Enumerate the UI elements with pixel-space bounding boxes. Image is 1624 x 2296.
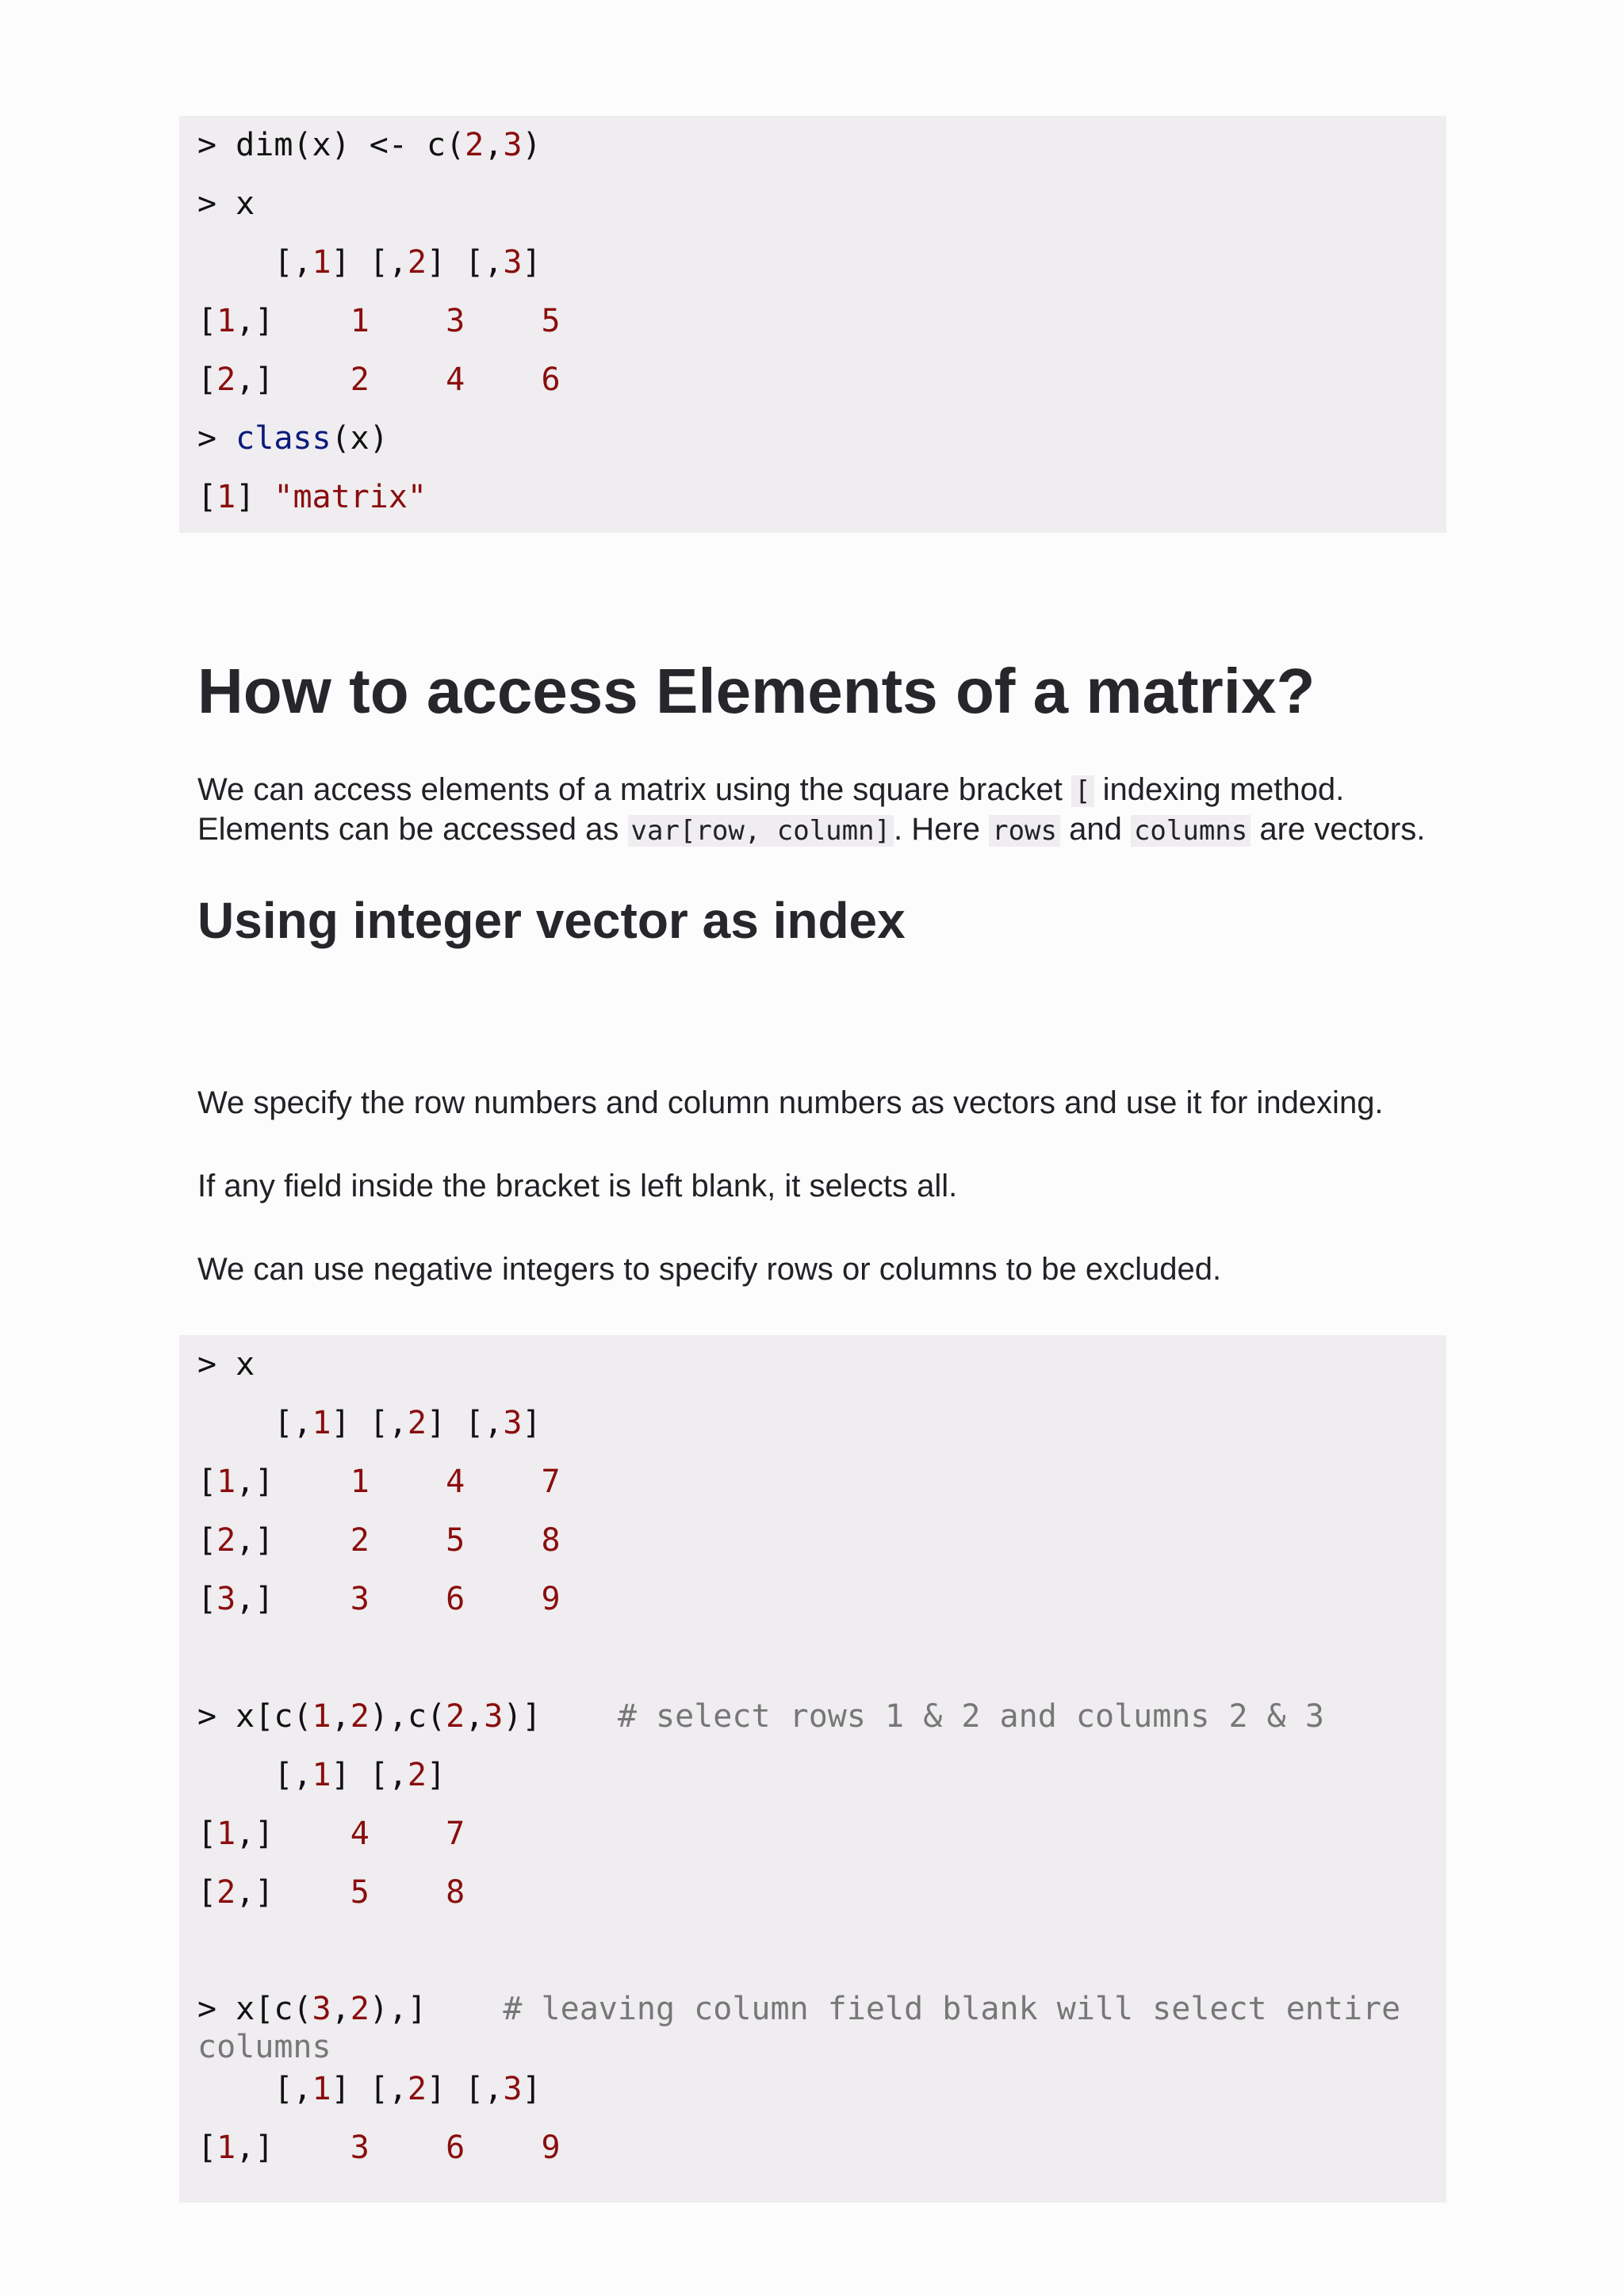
- code-token: [370, 1874, 446, 1911]
- code-number: 1: [312, 1757, 331, 1793]
- paragraph-specify-rows: We specify the row numbers and column numbers as vectors and use it for indexing.: [197, 1085, 1384, 1120]
- code-number: 8: [541, 1522, 561, 1559]
- code-number: 3: [350, 1581, 370, 1617]
- code-number: 3: [312, 1991, 331, 2027]
- code-line: [197, 116, 1446, 174]
- inline-code-rows: rows: [989, 815, 1060, 847]
- code-token: ,]: [236, 303, 350, 339]
- code-number: 1: [216, 479, 236, 515]
- code-number: 5: [446, 1522, 465, 1559]
- code-token: ]: [236, 479, 274, 515]
- code-number: 1: [312, 1405, 331, 1441]
- intro-text: indexing method.: [1094, 772, 1345, 807]
- code-token: > x[c(: [197, 1991, 312, 2027]
- code-number: 2: [407, 1757, 427, 1793]
- intro-text: . Here: [894, 812, 990, 847]
- code-token: > x[c(: [197, 1698, 312, 1735]
- code-line: [197, 1452, 1446, 1511]
- code-token: [370, 303, 446, 339]
- code-number: 2: [216, 1522, 236, 1559]
- intro-paragraph: [197, 771, 1425, 850]
- code-number: 3: [503, 2071, 523, 2107]
- code-line: [197, 1335, 1446, 1394]
- code-number: 7: [541, 1464, 561, 1500]
- intro-text: Elements can be accessed as: [197, 812, 628, 847]
- code-line: [197, 1980, 1446, 2065]
- code-token: [: [197, 362, 217, 398]
- code-number: 1: [216, 2130, 236, 2166]
- code-number: 2: [407, 1405, 427, 1441]
- code-token: ,]: [236, 1874, 350, 1911]
- code-token: ] [,: [427, 2071, 504, 2107]
- code-token: [: [197, 1874, 217, 1911]
- code-number: 9: [541, 1581, 561, 1617]
- code-token: [: [197, 1522, 217, 1559]
- code-number: 2: [350, 1698, 370, 1735]
- code-comment: # select rows 1 & 2 and columns 2 & 3: [617, 1698, 1324, 1735]
- intro-text: are vectors.: [1251, 812, 1426, 847]
- code-number: 1: [216, 1816, 236, 1852]
- code-line: [197, 2060, 1446, 2118]
- code-token: [465, 1522, 541, 1559]
- section-heading: Using integer vector as index: [197, 892, 906, 949]
- code-number: 3: [503, 1405, 523, 1441]
- code-line: [197, 350, 1446, 409]
- code-token: [: [197, 1464, 217, 1500]
- code-token: (x): [331, 420, 389, 457]
- code-function: class: [236, 420, 331, 457]
- code-block-indexing-examples: [179, 1335, 1446, 2202]
- code-number: 1: [312, 2071, 331, 2107]
- code-number: 3: [446, 303, 465, 339]
- code-string: "matrix": [274, 479, 427, 515]
- code-token: ] [,: [331, 1757, 408, 1793]
- page-title: How to access Elements of a matrix?: [197, 656, 1316, 726]
- code-number: 9: [541, 2130, 561, 2166]
- code-token: ,: [484, 127, 504, 163]
- code-token: [370, 1816, 446, 1852]
- code-number: 7: [446, 1816, 465, 1852]
- code-number: 2: [465, 127, 485, 163]
- paragraph-blank-field: If any field inside the bracket is left blank, it selects all.: [197, 1169, 958, 1203]
- code-token: [: [197, 2130, 217, 2166]
- code-token: ,]: [236, 1464, 350, 1500]
- code-token: ] [,: [331, 1405, 408, 1441]
- code-token: [370, 1464, 446, 1500]
- code-token: ]: [522, 1405, 542, 1441]
- code-token: [: [197, 303, 217, 339]
- code-number: 2: [216, 1874, 236, 1911]
- code-token: ] [,: [427, 244, 504, 281]
- code-spacer: [197, 1922, 1446, 1980]
- code-token: ,]: [236, 1581, 350, 1617]
- code-token: [,: [197, 1757, 312, 1793]
- code-number: 3: [503, 244, 523, 281]
- code-line: [197, 1511, 1446, 1570]
- code-line: [197, 1804, 1446, 1863]
- intro-text: We can access elements of a matrix using the square bracket: [197, 772, 1072, 807]
- code-token: ] [,: [331, 2071, 408, 2107]
- code-token: ): [522, 127, 542, 163]
- code-token: ,: [465, 1698, 485, 1735]
- code-token: ] [,: [427, 1405, 504, 1441]
- code-token: ,]: [236, 2130, 350, 2166]
- paragraph-negative-integers: We can use negative integers to specify rows or columns to be excluded.: [197, 1252, 1222, 1287]
- code-token: ]: [427, 1757, 446, 1793]
- code-number: 1: [312, 244, 331, 281]
- code-token: ),]: [369, 1991, 504, 2027]
- code-number: 5: [541, 303, 561, 339]
- code-token: > x: [197, 1346, 255, 1383]
- code-token: ,]: [236, 1816, 350, 1852]
- code-token: [: [197, 479, 217, 515]
- code-number: 4: [446, 1464, 465, 1500]
- code-number: 6: [446, 2130, 465, 2166]
- code-token: [465, 2130, 541, 2166]
- code-number: 8: [446, 1874, 465, 1911]
- code-token: > x: [197, 186, 255, 222]
- code-line: [197, 2118, 1446, 2177]
- code-number: 2: [446, 1698, 465, 1735]
- code-token: ] [,: [331, 244, 408, 281]
- code-line: [197, 1863, 1446, 1922]
- code-number: 2: [350, 362, 370, 398]
- code-number: 2: [407, 2071, 427, 2107]
- code-token: > dim(x) <- c(: [197, 127, 465, 163]
- code-line: [197, 1394, 1446, 1452]
- code-spacer: [197, 1628, 1446, 1687]
- code-number: 1: [216, 303, 236, 339]
- code-line: [197, 233, 1446, 292]
- code-token: [370, 362, 446, 398]
- code-token: )]: [503, 1698, 618, 1735]
- code-number: 5: [350, 1874, 370, 1911]
- code-token: [,: [197, 2071, 312, 2107]
- code-token: ,]: [236, 1522, 350, 1559]
- code-token: [,: [197, 1405, 312, 1441]
- code-number: 1: [350, 303, 370, 339]
- code-number: 4: [446, 362, 465, 398]
- inline-code-var-row-column: var[row, column]: [628, 815, 894, 847]
- code-token: ,: [331, 1991, 350, 2027]
- inline-code-bracket: [: [1071, 775, 1094, 807]
- code-token: [465, 362, 541, 398]
- code-number: 4: [350, 1816, 370, 1852]
- intro-text: and: [1059, 812, 1131, 847]
- code-line: [197, 1746, 1446, 1804]
- code-token: [370, 1522, 446, 1559]
- code-number: 3: [484, 1698, 504, 1735]
- code-number: 2: [216, 362, 236, 398]
- code-number: 1: [312, 1698, 331, 1735]
- code-token: ]: [522, 244, 542, 281]
- code-number: 3: [503, 127, 523, 163]
- code-line: [197, 292, 1446, 350]
- code-token: >: [197, 420, 236, 457]
- code-number: 6: [541, 362, 561, 398]
- code-block-dim-class: [179, 116, 1446, 533]
- code-number: 2: [407, 244, 427, 281]
- code-token: [465, 303, 541, 339]
- code-line: [197, 468, 1446, 526]
- code-token: [,: [197, 244, 312, 281]
- code-token: [: [197, 1581, 217, 1617]
- code-token: ),c(: [369, 1698, 446, 1735]
- inline-code-columns: columns: [1131, 815, 1251, 847]
- code-number: 1: [216, 1464, 236, 1500]
- code-number: 2: [350, 1522, 370, 1559]
- code-token: [370, 1581, 446, 1617]
- code-line: [197, 1687, 1446, 1746]
- code-number: 3: [216, 1581, 236, 1617]
- code-token: [465, 1581, 541, 1617]
- code-token: ,: [331, 1698, 350, 1735]
- code-comment: # leaving column field blank will select entire columns: [197, 1991, 1420, 2065]
- code-number: 1: [350, 1464, 370, 1500]
- code-token: [370, 2130, 446, 2166]
- code-line: [197, 409, 1446, 468]
- code-token: [465, 1464, 541, 1500]
- code-token: ]: [522, 2071, 542, 2107]
- code-token: ,]: [236, 362, 350, 398]
- code-line: [197, 174, 1446, 233]
- code-number: 6: [446, 1581, 465, 1617]
- code-number: 2: [350, 1991, 370, 2027]
- code-token: [: [197, 1816, 217, 1852]
- code-number: 3: [350, 2130, 370, 2166]
- code-line: [197, 1570, 1446, 1628]
